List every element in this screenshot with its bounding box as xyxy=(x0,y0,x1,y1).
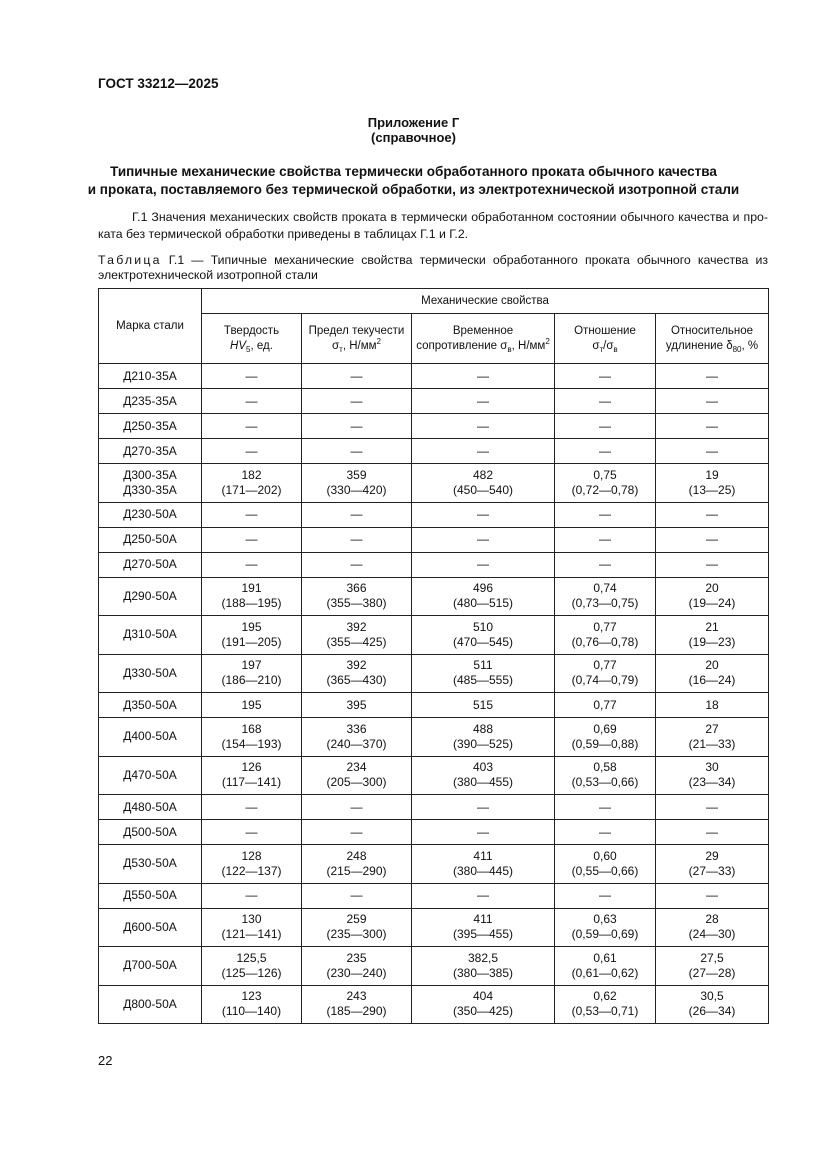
cell-ratio: 0,77 (0,76—0,78) xyxy=(555,616,656,655)
cell-hv: — xyxy=(202,389,302,414)
cell-tensile: — xyxy=(412,502,555,527)
table-row xyxy=(99,820,769,845)
cell-hv: — xyxy=(202,552,302,577)
cell-hv: 195 xyxy=(202,693,302,718)
cell-yield: 248 (215—290) xyxy=(302,845,412,884)
cell-grade: Д310-50А xyxy=(99,616,202,655)
header-yield-strength: Предел текучести $\sigma_т$, $Н/мм^2$ xyxy=(302,314,412,364)
cell-grade: Д330-50А xyxy=(99,654,202,693)
cell-hv: — xyxy=(202,883,302,908)
header-row xyxy=(99,289,769,314)
cell-tensile: 510 (470—545) xyxy=(412,616,555,655)
cell-hv: — xyxy=(202,414,302,439)
cell-grade: Д250-35А xyxy=(99,414,202,439)
table-row xyxy=(99,414,769,439)
cell-tensile: 482 (450—540) xyxy=(412,464,555,503)
cell-hv: 126 (117—141) xyxy=(202,756,302,795)
table-row xyxy=(99,845,769,884)
cell-ratio: — xyxy=(555,414,656,439)
cell-tensile: 488 (390—525) xyxy=(412,718,555,757)
cell-yield: 359 (330—420) xyxy=(302,464,412,503)
cell-ratio: — xyxy=(555,820,656,845)
paragraph-line: ката без термической обработки приведены в таблицах Г.1 и Г.2. xyxy=(98,227,469,241)
cell-hv: 182 (171—202) xyxy=(202,464,302,503)
table-row xyxy=(99,756,769,795)
cell-grade: Д350-50А xyxy=(99,693,202,718)
cell-yield: — xyxy=(302,883,412,908)
cell-hv: 197 (186—210) xyxy=(202,654,302,693)
cell-ratio: — xyxy=(555,552,656,577)
cell-elong: — xyxy=(656,527,769,552)
cell-elong: — xyxy=(656,389,769,414)
cell-tensile: 515 xyxy=(412,693,555,718)
header-tensile-strength: Временное сопротивление $\sigma_в$, $Н/мм^2$ xyxy=(412,314,555,364)
cell-grade: Д550-50А xyxy=(99,883,202,908)
cell-grade: Д600-50А xyxy=(99,908,202,947)
table-row xyxy=(99,795,769,820)
cell-elong: 20 (16—24) xyxy=(656,654,769,693)
cell-hv: 191 (188—195) xyxy=(202,577,302,616)
caption-text: электротехнической изотропной стали xyxy=(98,268,318,282)
cell-yield: 392 (355—425) xyxy=(302,616,412,655)
main-title-line: Типичные механические свойства термически обработанного проката обычного качества xyxy=(110,164,717,179)
table-row xyxy=(99,502,769,527)
cell-yield: — xyxy=(302,364,412,389)
table-row xyxy=(99,364,769,389)
cell-tensile: — xyxy=(412,389,555,414)
header-ratio: Отношение $\sigma_т/\sigma_в$ xyxy=(555,314,656,364)
cell-tensile: — xyxy=(412,527,555,552)
cell-elong: — xyxy=(656,414,769,439)
cell-ratio: 0,62 (0,53—0,71) xyxy=(555,985,656,1024)
cell-ratio: — xyxy=(555,527,656,552)
cell-tensile: — xyxy=(412,414,555,439)
cell-grade: Д470-50А xyxy=(99,756,202,795)
cell-tensile: — xyxy=(412,364,555,389)
cell-ratio: — xyxy=(555,883,656,908)
cell-tensile: 382,5 (380—385) xyxy=(412,947,555,986)
cell-ratio: 0,63 (0,59—0,69) xyxy=(555,908,656,947)
table-row xyxy=(99,577,769,616)
cell-tensile: — xyxy=(412,795,555,820)
cell-hv: 128 (122—137) xyxy=(202,845,302,884)
cell-ratio: 0,58 (0,53—0,66) xyxy=(555,756,656,795)
cell-yield: 259 (235—300) xyxy=(302,908,412,947)
cell-grade: Д530-50А xyxy=(99,845,202,884)
cell-yield: 392 (365—430) xyxy=(302,654,412,693)
header-steel-grade: Марка стали xyxy=(99,289,202,364)
cell-yield: — xyxy=(302,552,412,577)
cell-ratio: 0,77 xyxy=(555,693,656,718)
cell-elong: — xyxy=(656,883,769,908)
cell-hv: 130 (121—141) xyxy=(202,908,302,947)
cell-elong: — xyxy=(656,820,769,845)
cell-tensile: 411 (395—455) xyxy=(412,908,555,947)
header-hardness: Твердость $HV_5$, ед. xyxy=(202,314,302,364)
cell-tensile: — xyxy=(412,552,555,577)
cell-grade: Д480-50А xyxy=(99,795,202,820)
cell-hv: 168 (154—193) xyxy=(202,718,302,757)
cell-hv: 125,5 (125—126) xyxy=(202,947,302,986)
cell-grade: Д270-35А xyxy=(99,439,202,464)
paragraph-line: Г.1 Значения механических свойств проката в термически обработанном состоянии обычного качества и про- xyxy=(132,210,768,224)
cell-elong: 30 (23—34) xyxy=(656,756,769,795)
cell-ratio: 0,74 (0,73—0,75) xyxy=(555,577,656,616)
table-row xyxy=(99,718,769,757)
cell-elong: 27,5 (27—28) xyxy=(656,947,769,986)
cell-ratio: 0,77 (0,74—0,79) xyxy=(555,654,656,693)
table-row xyxy=(99,616,769,655)
cell-ratio: 0,61 (0,61—0,62) xyxy=(555,947,656,986)
header-mechanical-properties: Механические свойства xyxy=(202,289,769,314)
cell-elong: — xyxy=(656,795,769,820)
cell-tensile: 511 (485—555) xyxy=(412,654,555,693)
cell-tensile: 404 (350—425) xyxy=(412,985,555,1024)
cell-elong: 21 (19—23) xyxy=(656,616,769,655)
cell-yield: — xyxy=(302,795,412,820)
cell-tensile: — xyxy=(412,820,555,845)
cell-elong: 29 (27—33) xyxy=(656,845,769,884)
table-row xyxy=(99,947,769,986)
cell-grade: Д290-50А xyxy=(99,577,202,616)
cell-elong: — xyxy=(656,552,769,577)
header-elongation: Относительное удлинение $\delta_{80}$, % xyxy=(656,314,769,364)
table-row xyxy=(99,527,769,552)
cell-elong: 27 (21—33) xyxy=(656,718,769,757)
cell-elong: 19 (13—25) xyxy=(656,464,769,503)
table-row xyxy=(99,464,769,503)
document-code: ГОСТ 33212—2025 xyxy=(98,76,219,91)
caption-text: Г.1 — Типичные механические свойства термически обработанного проката обычного качества из xyxy=(168,253,768,267)
cell-hv: — xyxy=(202,502,302,527)
cell-grade: Д300-35А Д330-35А xyxy=(99,464,202,503)
table-row xyxy=(99,908,769,947)
intro-paragraph xyxy=(98,209,768,243)
cell-ratio: 0,69 (0,59—0,88) xyxy=(555,718,656,757)
table-body xyxy=(99,364,769,1024)
cell-grade: Д500-50А xyxy=(99,820,202,845)
cell-grade: Д230-50А xyxy=(99,502,202,527)
cell-ratio: 0,75 (0,72—0,78) xyxy=(555,464,656,503)
cell-ratio: — xyxy=(555,502,656,527)
cell-yield: — xyxy=(302,820,412,845)
cell-tensile: — xyxy=(412,883,555,908)
cell-elong: 18 xyxy=(656,693,769,718)
cell-yield: 336 (240—370) xyxy=(302,718,412,757)
cell-yield: — xyxy=(302,502,412,527)
cell-tensile: — xyxy=(412,439,555,464)
cell-elong: 30,5 (26—34) xyxy=(656,985,769,1024)
table-row xyxy=(99,985,769,1024)
cell-hv: — xyxy=(202,795,302,820)
cell-grade: Д270-50А xyxy=(99,552,202,577)
cell-hv: — xyxy=(202,820,302,845)
cell-elong: 20 (19—24) xyxy=(656,577,769,616)
cell-hv: — xyxy=(202,527,302,552)
table-row xyxy=(99,693,769,718)
cell-ratio: — xyxy=(555,439,656,464)
table-row xyxy=(99,389,769,414)
cell-ratio: — xyxy=(555,364,656,389)
cell-yield: 235 (230—240) xyxy=(302,947,412,986)
cell-yield: — xyxy=(302,527,412,552)
cell-tensile: 496 (480—515) xyxy=(412,577,555,616)
cell-yield: 234 (205—300) xyxy=(302,756,412,795)
cell-elong: 28 (24—30) xyxy=(656,908,769,947)
cell-tensile: 411 (380—445) xyxy=(412,845,555,884)
cell-tensile: 403 (380—455) xyxy=(412,756,555,795)
cell-yield: 243 (185—290) xyxy=(302,985,412,1024)
cell-yield: 395 xyxy=(302,693,412,718)
cell-yield: — xyxy=(302,389,412,414)
cell-grade: Д210-35А xyxy=(99,364,202,389)
appendix-title: Приложение Г xyxy=(367,115,460,130)
table-caption xyxy=(98,253,768,283)
table-row xyxy=(99,552,769,577)
cell-ratio: — xyxy=(555,795,656,820)
cell-elong: — xyxy=(656,439,769,464)
page-number: 22 xyxy=(98,1053,113,1068)
cell-grade: Д700-50А xyxy=(99,947,202,986)
properties-table xyxy=(98,288,769,1024)
cell-hv: 195 (191—205) xyxy=(202,616,302,655)
appendix-subtitle: (справочное) xyxy=(371,130,456,145)
cell-yield: 366 (355—380) xyxy=(302,577,412,616)
cell-elong: — xyxy=(656,364,769,389)
cell-hv: 123 (110—140) xyxy=(202,985,302,1024)
caption-label: Таблица xyxy=(98,253,162,267)
cell-elong: — xyxy=(656,502,769,527)
cell-hv: — xyxy=(202,439,302,464)
cell-grade: Д400-50А xyxy=(99,718,202,757)
main-title xyxy=(0,163,827,199)
cell-grade: Д250-50А xyxy=(99,527,202,552)
cell-yield: — xyxy=(302,414,412,439)
table-row xyxy=(99,439,769,464)
table-row xyxy=(99,654,769,693)
cell-grade: Д800-50А xyxy=(99,985,202,1024)
cell-grade: Д235-35А xyxy=(99,389,202,414)
table-row xyxy=(99,883,769,908)
cell-hv: — xyxy=(202,364,302,389)
cell-yield: — xyxy=(302,439,412,464)
main-title-line: и проката, поставляемого без термической обработки, из электротехнической изотропной стали xyxy=(87,182,740,197)
cell-ratio: 0,60 (0,55—0,66) xyxy=(555,845,656,884)
cell-ratio: — xyxy=(555,389,656,414)
